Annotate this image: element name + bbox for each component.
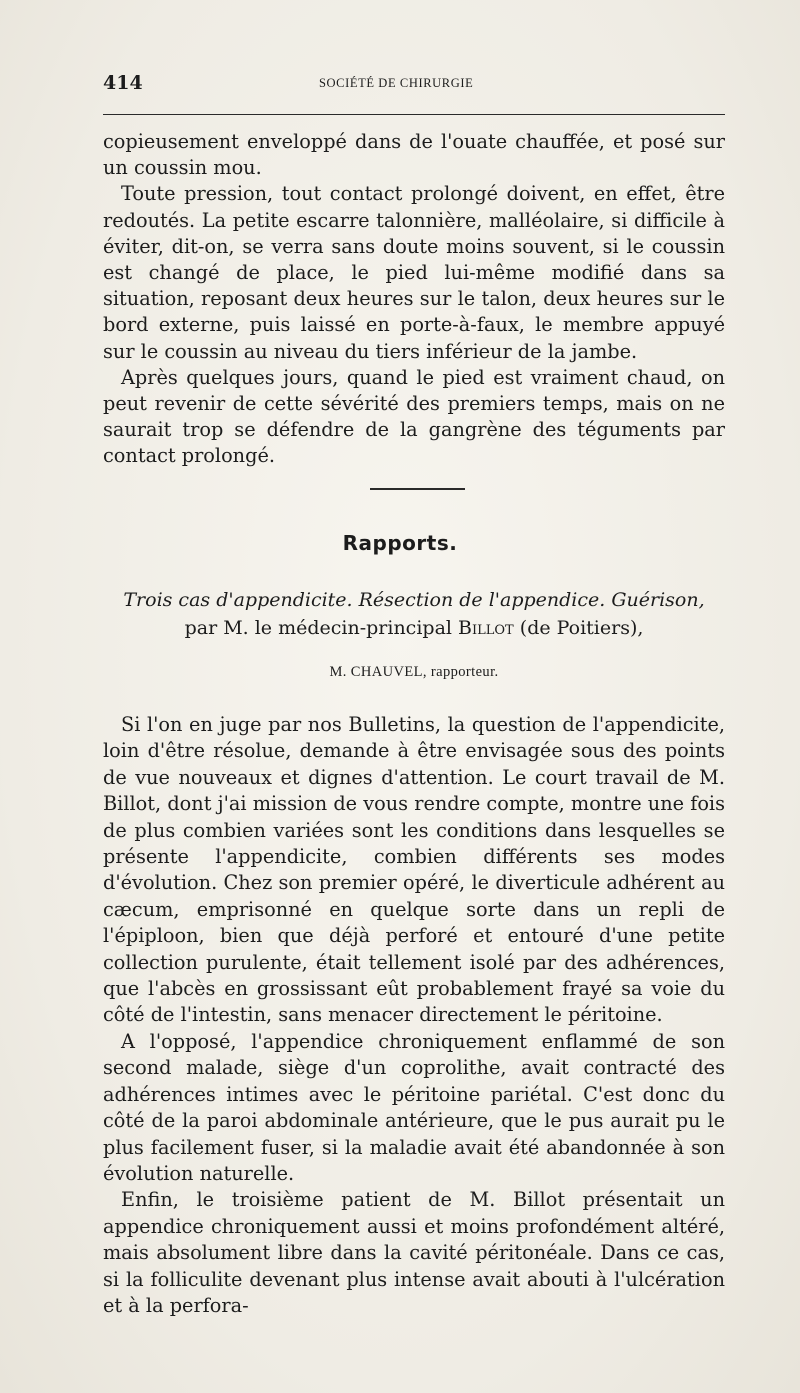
byline-prefix: par M. le médecin-principal xyxy=(184,617,452,639)
rapporteur-line: M. CHAUVEL, rapporteur. xyxy=(329,664,499,680)
intro-paragraph-3: Après quelques jours, quand le pied est vraiment chaud, on peut revenir de cette sévérité des premiers temps, mais on ne saurait trop se défendre de la gangrène des téguments par contact prolongé. xyxy=(103,365,725,468)
byline-suffix: (de Poitiers), xyxy=(519,617,644,639)
running-head: SOCIÉTÉ DE CHIRURGIE xyxy=(319,76,474,90)
page-number: 414 xyxy=(103,72,143,94)
intro-paragraph-1: copieusement enveloppé dans de l'ouate chauffée, et posé sur un coussin mou. xyxy=(103,130,725,180)
page-header xyxy=(103,72,725,96)
report-byline xyxy=(103,614,725,642)
intro-paragraph-2: Toute pression, tout contact prolongé doivent, en effet, être redoutés. La petite escarre talonnière, malléolaire, si difficile à éviter, dit-on, se verra sans doute moins souvent, si le coussin est changé de place, le pied lui-même modifié dans sa situation, reposant deux heures sur le talon, deux heures sur le bord externe, puis laissé en porte-à-faux, le membre appuyé sur le coussin au niveau du tiers inférieur de la jambe. xyxy=(103,182,725,363)
report-paragraph-1: Si l'on en juge par nos Bulletins, la question de l'appendicite, loin d'être résolue, demande à être envisagée sous des points de vue nouveaux et dignes d'attention. Le court travail de M. Billot, dont j'ai mission de vous rendre compte, montre une fois de plus combien variées sont les conditions dans lesquelles se présente l'appendicite, combien différents ses modes d'évolution. Chez son premier opéré, le diverticule adhérent au cæcum, emprisonné en quelque sorte dans un repli de l'épiploon, bien que déjà perforé et entouré d'une petite collection purulente, était tellement isolé par des adhérences, que l'abcès en grossissant eût probablement frayé sa voie du côté de l'intestin, sans menacer directement le péritoine. xyxy=(103,713,725,1027)
report-title xyxy=(103,586,725,642)
header-rule xyxy=(103,114,725,115)
report-title-italic: Trois cas d'appendicite. Résection de l'appendice. Guérison, xyxy=(123,589,705,611)
intro-text xyxy=(103,129,725,470)
report-paragraph-2: A l'opposé, l'appendice chroniquement enflammé de son second malade, siège d'un coprolithe, avait contracté des adhérences intimes avec le péritoine pariétal. C'est donc du côté de la paroi abdominale antérieure, que le pus aurait pu le plus facilement fuser, si la maladie avait été abandonnée à son évolution naturelle. xyxy=(103,1029,725,1185)
section-divider xyxy=(370,488,465,490)
report-body xyxy=(103,712,725,1319)
section-title: Rapports. xyxy=(342,531,458,555)
report-paragraph-3: Enfin, le troisième patient de M. Billot présentait un appendice chroniquement aussi et moins profondément altéré, mais absolument libre dans la cavité péritonéale. Dans ce cas, si la folliculite devenant plus intense avait abouti à l'ulcération et à la perfora- xyxy=(103,1188,725,1317)
byline-author: Billot xyxy=(458,617,514,639)
